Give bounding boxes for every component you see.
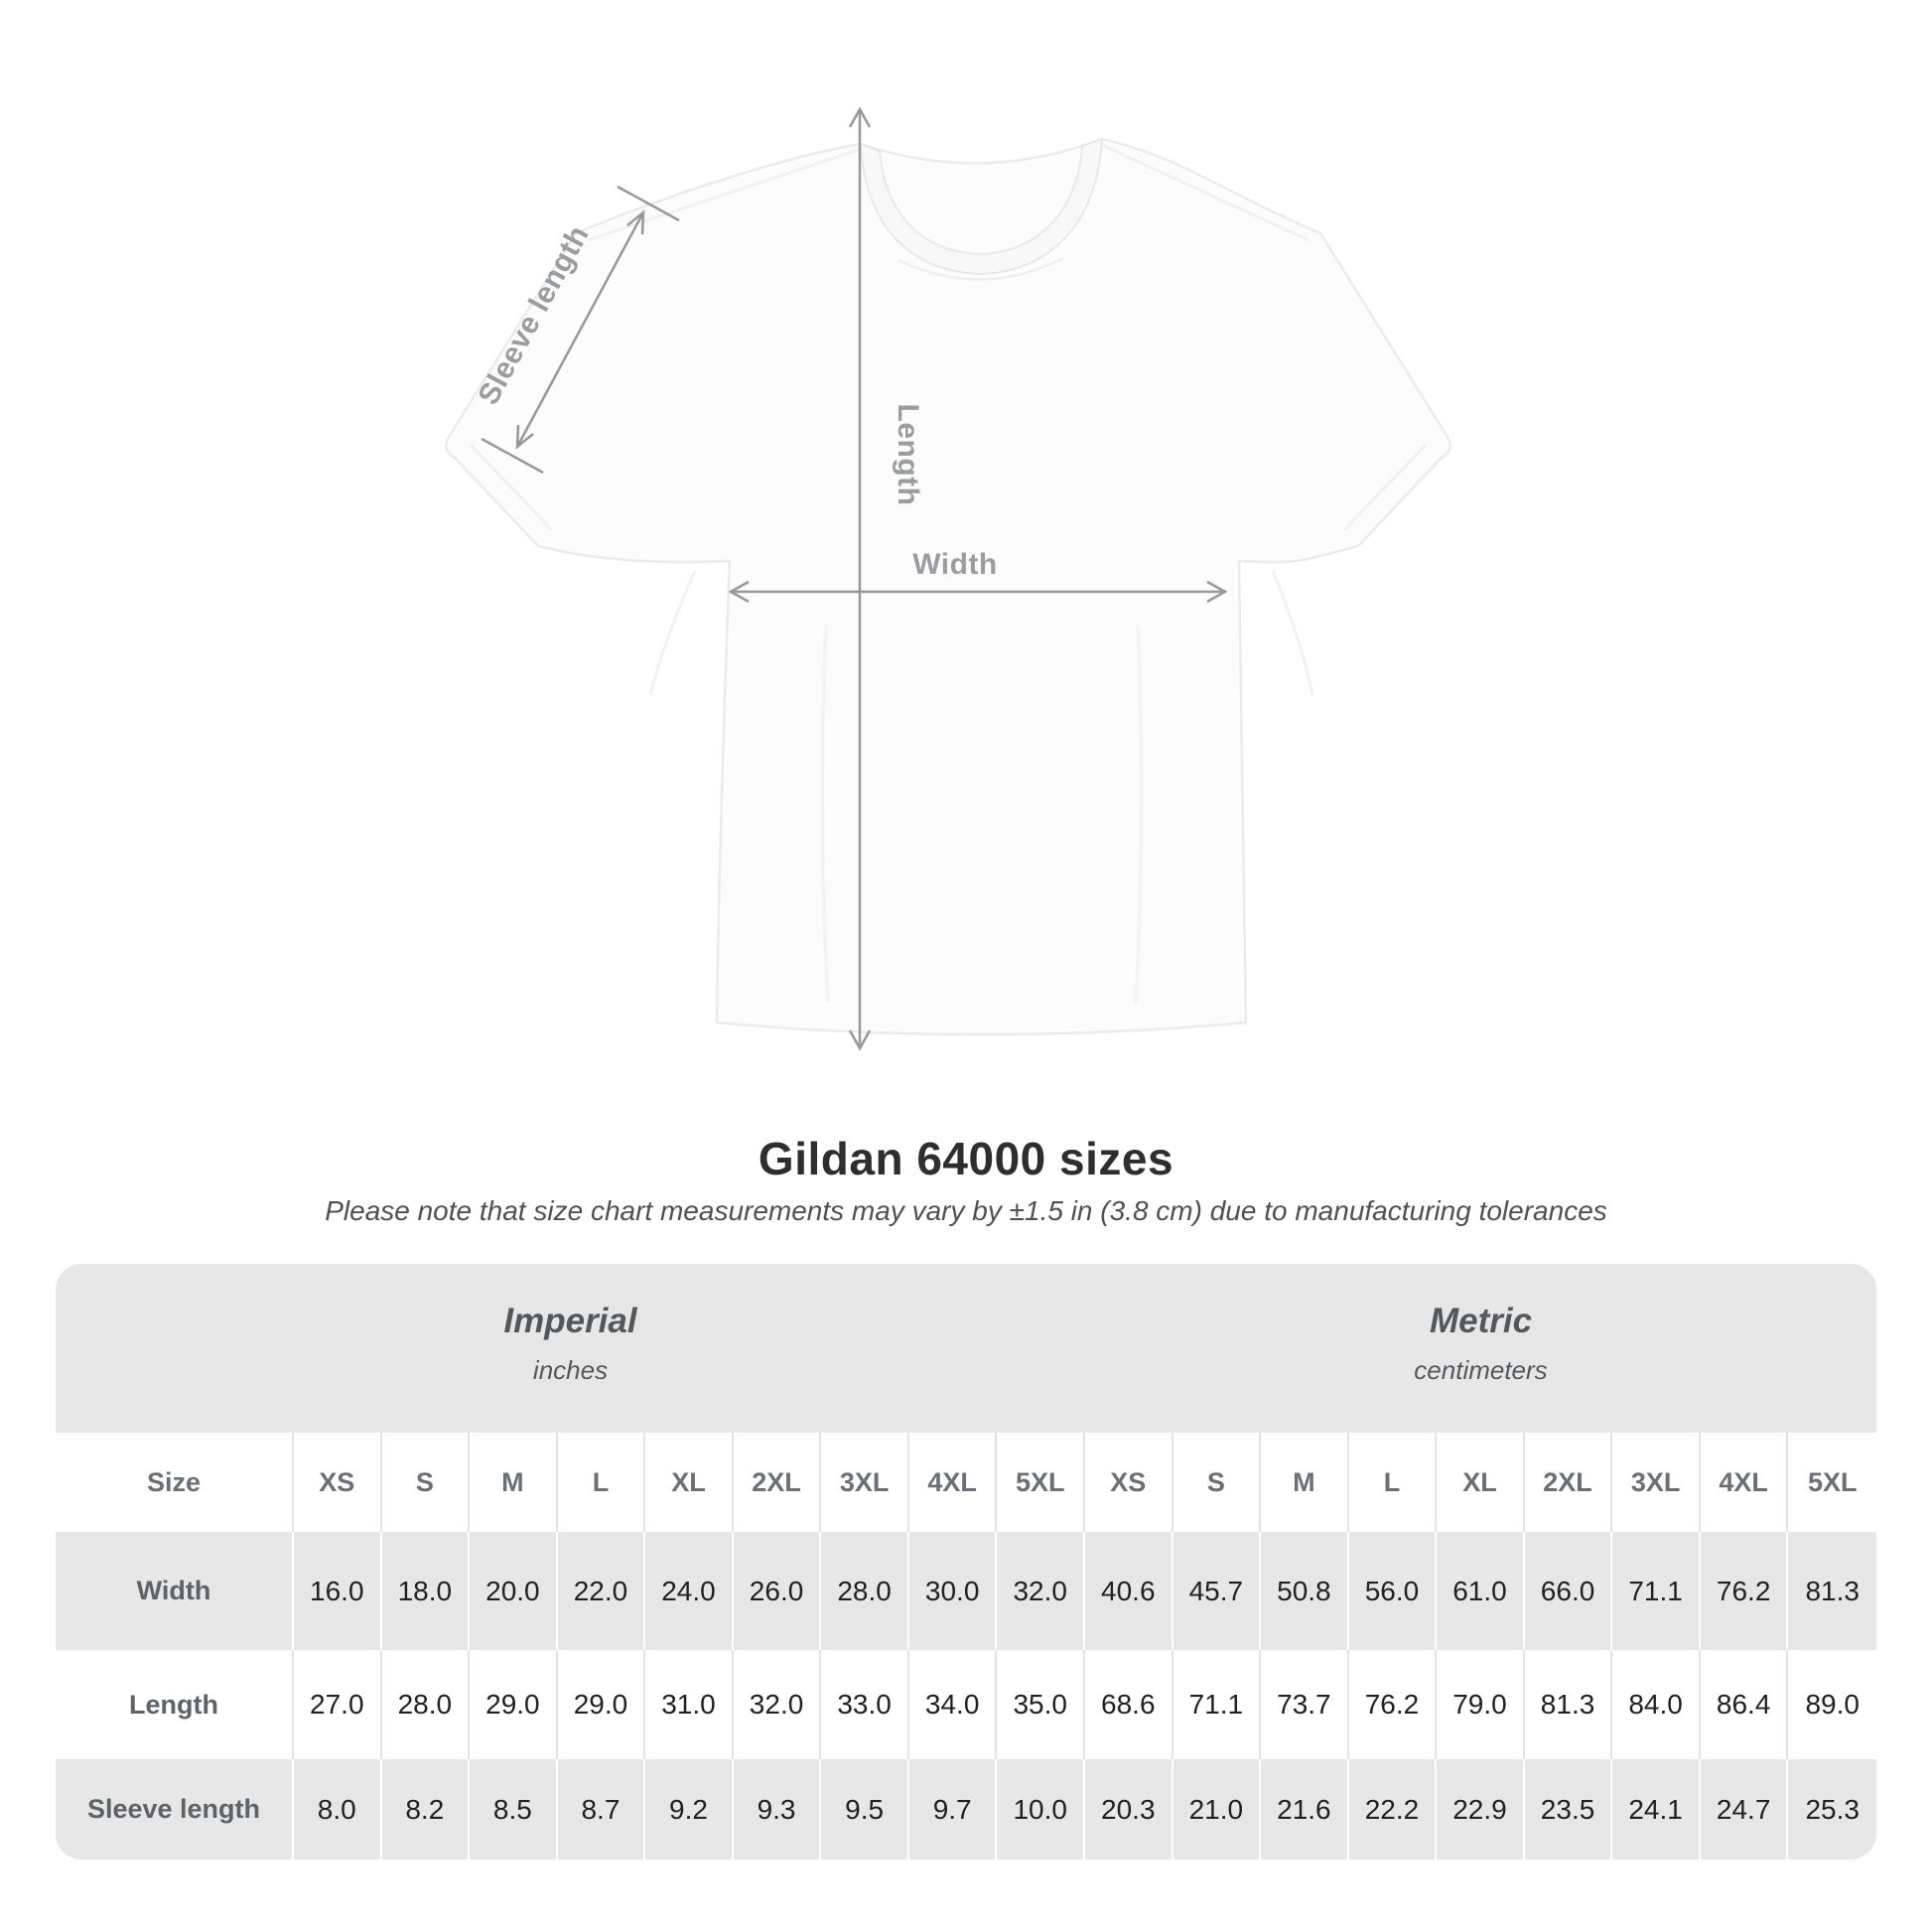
value-cell: 23.5: [1525, 1759, 1613, 1860]
size-col-header: XL: [645, 1433, 734, 1532]
size-col-header: 3XL: [1612, 1433, 1701, 1532]
size-col-header: 5XL: [997, 1433, 1085, 1532]
metric-title: Metric: [1429, 1301, 1533, 1340]
size-col-header: XL: [1437, 1433, 1525, 1532]
value-cell: 22.2: [1349, 1759, 1438, 1860]
size-col-header: 5XL: [1788, 1433, 1876, 1532]
tshirt-body: [446, 139, 1449, 1035]
row-label: Width: [56, 1532, 294, 1650]
value-cell: 32.0: [734, 1650, 822, 1759]
value-cell: 81.3: [1805, 1575, 1860, 1606]
measure-row-width: [56, 1532, 1876, 1650]
value-cell: 76.2: [1349, 1650, 1438, 1759]
value-cell: 79.0: [1437, 1650, 1525, 1759]
size-table: [56, 1264, 1876, 1860]
size-col-header: XS: [294, 1433, 382, 1532]
size-col-header: 4XL: [909, 1433, 998, 1532]
width-label: Width: [912, 548, 998, 581]
tolerance-note: Please note that size chart measurements may vary by ±1.5 in (3.8 cm) due to manufacturing tolerances: [325, 1195, 1607, 1226]
row-label: Sleeve length: [56, 1759, 294, 1860]
value-cell: 21.6: [1261, 1759, 1349, 1860]
value-cell: 66.0: [1525, 1532, 1613, 1650]
value-cell: 24.7: [1701, 1759, 1789, 1860]
value-cell: 73.7: [1261, 1650, 1349, 1759]
value-cell: 89.0: [1788, 1650, 1876, 1759]
value-cell: 29.0: [558, 1650, 646, 1759]
metric-unit: centimeters: [1414, 1354, 1548, 1385]
size-col-header: L: [1349, 1433, 1438, 1532]
value-cell: 28.0: [382, 1650, 471, 1759]
value-cell: 81.3: [1525, 1650, 1613, 1759]
size-col-header: 2XL: [734, 1433, 822, 1532]
value-cell: 26.0: [734, 1532, 822, 1650]
value-cell: 86.4: [1701, 1650, 1789, 1759]
size-header-row: [56, 1433, 1876, 1532]
value-cell: 22.0: [558, 1532, 646, 1650]
value-cell: 9.2: [645, 1759, 734, 1860]
imperial-unit: inches: [532, 1354, 609, 1385]
measure-row-sleeve-length: [56, 1759, 1876, 1860]
value-cell: 27.0: [294, 1650, 382, 1759]
value-cell: 28.0: [821, 1532, 909, 1650]
value-cell: 20.3: [1085, 1759, 1173, 1860]
value-cell: 25.3: [1805, 1793, 1860, 1825]
value-cell: 24.1: [1612, 1759, 1701, 1860]
imperial-title: Imperial: [503, 1301, 637, 1340]
size-col-header: 2XL: [1525, 1433, 1613, 1532]
value-cell: 56.0: [1349, 1532, 1438, 1650]
value-cell: 24.0: [645, 1532, 734, 1650]
size-col-header: S: [382, 1433, 471, 1532]
table-rows: [56, 1433, 1876, 1860]
value-cell: 29.0: [470, 1650, 558, 1759]
value-cell: 31.0: [645, 1650, 734, 1759]
value-cell: 45.7: [1173, 1532, 1262, 1650]
value-cell: 9.3: [734, 1759, 822, 1860]
value-cell: 50.8: [1261, 1532, 1349, 1650]
size-col-header: 3XL: [821, 1433, 909, 1532]
value-cell: 8.5: [470, 1759, 558, 1860]
imperial-group-header: [56, 1264, 1085, 1433]
length-label: Length: [892, 403, 924, 506]
value-cell: 30.0: [909, 1532, 998, 1650]
value-cell: 8.0: [294, 1759, 382, 1860]
size-col-header: XS: [1085, 1433, 1173, 1532]
value-cell: 16.0: [294, 1532, 382, 1650]
page-title: Gildan 64000 sizes: [758, 1133, 1174, 1184]
metric-group-header: [1085, 1264, 1876, 1433]
value-cell: 68.6: [1085, 1650, 1173, 1759]
size-col-header: M: [470, 1433, 558, 1532]
size-header-cell: Size: [56, 1433, 294, 1532]
value-cell: 20.0: [470, 1532, 558, 1650]
value-cell: 33.0: [821, 1650, 909, 1759]
value-cell: 9.5: [821, 1759, 909, 1860]
value-cell: 71.1: [1612, 1532, 1701, 1650]
crease-line: [650, 571, 695, 695]
size-col-header: L: [558, 1433, 646, 1532]
value-cell: 8.7: [558, 1759, 646, 1860]
value-cell: 10.0: [997, 1759, 1085, 1860]
sleeve-length-label: Sleeve length: [472, 219, 596, 411]
size-col-header: M: [1261, 1433, 1349, 1532]
size-col-header: 4XL: [1701, 1433, 1789, 1532]
value-cell: 9.7: [909, 1759, 998, 1860]
value-cell: 34.0: [909, 1650, 998, 1759]
value-cell: 22.9: [1437, 1759, 1525, 1860]
size-col-header: S: [1173, 1433, 1262, 1532]
value-cell: 61.0: [1437, 1532, 1525, 1650]
row-label: Length: [56, 1650, 294, 1759]
value-cell: 21.0: [1173, 1759, 1262, 1860]
unit-group-row: [56, 1264, 1876, 1433]
value-cell: 40.6: [1085, 1532, 1173, 1650]
crease-line: [1273, 571, 1312, 695]
value-cell: 32.0: [997, 1532, 1085, 1650]
value-cell: 84.0: [1612, 1650, 1701, 1759]
value-cell: 18.0: [382, 1532, 471, 1650]
value-cell: 76.2: [1701, 1532, 1789, 1650]
measure-row-length: [56, 1650, 1876, 1759]
value-cell: 71.1: [1173, 1650, 1262, 1759]
value-cell: 35.0: [997, 1650, 1085, 1759]
value-cell: 8.2: [382, 1759, 471, 1860]
